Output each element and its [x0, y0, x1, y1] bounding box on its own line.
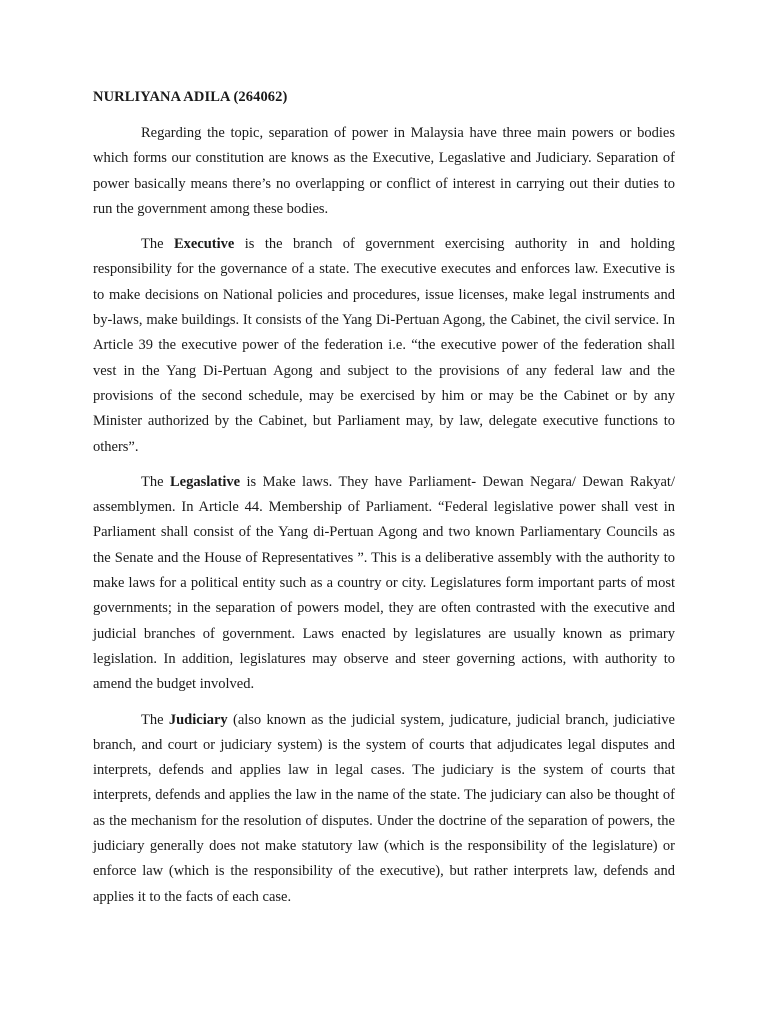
- paragraph-executive-lead: The: [141, 236, 174, 253]
- paragraph-judiciary-term: Judiciary: [168, 711, 228, 728]
- paragraph-judiciary: [93, 708, 675, 910]
- paragraph-executive-term: Executive: [173, 236, 235, 253]
- paragraph-judiciary-lead: The: [141, 711, 169, 728]
- paragraph-executive: [93, 232, 675, 460]
- paragraph-executive-body: is the branch of government exercising authority in and holding responsibility for the governance of a state. The executive executes and enforces law. Executive is to make decisions on National policies and procedures, issue licenses, make legal instruments and by-laws, make buildings. It consists of the Yang Di-Pertuan Agong, the Cabinet, the civil service. In Article 39 the executive power of the federation i.e. “the executive power of the federation shall vest in the Yang Di-Pertuan Agong and subject to the provisions of any federal law and the provisions of the second schedule, may be exercised by him or may be the Cabinet or by any Minister authorized by the Cabinet, but Parliament may, by law, delegate executive functions to others”.: [93, 236, 675, 455]
- paragraph-intro: [93, 121, 675, 222]
- author-heading: NURLIYANA ADILA (264062): [93, 89, 288, 105]
- paragraph-judiciary-body: (also known as the judicial system, judicature, judicial branch, judiciative branch, and court or judiciary system) is the system of courts that adjudicates legal disputes and interprets, defends and applies law in legal cases. The judiciary is the system of courts that interprets, defends and applies the law in the name of the state. The judiciary can also be thought of as the mechanism for the resolution of disputes. Under the doctrine of the separation of powers, the judiciary generally does not make statutory law (which is the responsibility of the legislature) or enforce law (which is the responsibility of the executive), but rather interprets law, defends and applies it to the facts of each case.: [93, 711, 675, 905]
- paragraph-legislative-lead: The: [141, 473, 170, 490]
- paragraph-legislative-term: Legaslative: [169, 473, 241, 490]
- paragraph-legislative: [93, 470, 675, 698]
- paragraph-legislative-body: is Make laws. They have Parliament- Dewan Negara/ Dewan Rakyat/ assemblymen. In Article 44. Membership of Parliament. “Federal legislative power shall vest in Parliament shall consist of the Yang di-Pertuan Agong and two known Parliamentary Councils as the Senate and the House of Representatives ”. This is a deliberative assembly with the authority to make laws for a political entity such as a country or city. Legislatures form important parts of most governments; in the separation of powers model, they are often contrasted with the executive and judicial branches of government. Laws enacted by legislatures are usually known as primary legislation. In addition, legislatures may observe and steer governing actions, with authority to amend the budget involved.: [93, 473, 675, 693]
- paragraph-intro-body: Regarding the topic, separation of power in Malaysia have three main powers or bodies which forms our constitution are knows as the Executive, Legaslative and Judiciary. Separation of power basically means there’s no overlapping or conflict of interest in carrying out their duties to run the government among these bodies.: [93, 125, 675, 217]
